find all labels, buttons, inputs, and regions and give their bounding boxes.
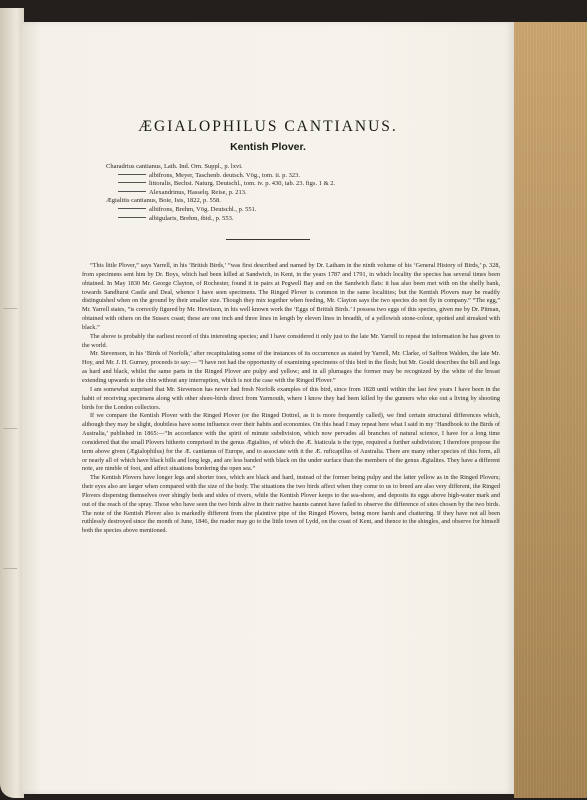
paragraph: The above is probably the earliest record of this interesting species; and I have considered it only just to the late Mr. Yarrell to repeat the information he has given to the world. <box>82 332 500 349</box>
previous-page-edge <box>0 8 24 798</box>
section-divider <box>226 239 310 240</box>
synonymy-list <box>106 163 486 223</box>
book-fore-edge <box>514 22 587 798</box>
paragraph: The Kentish Plovers have longer legs and shorter toes, which are black and hard, instead of the former being pulpy and the latter yellow as in the Ringed Plovers; their eyes also are larger when compared with the size of the body. The situations the two birds affect when they come to us to breed are also very different, the Ringed Plovers dispersing themselves over shingly beds and sides of rivers, while the Kentish Plover keeps to the sea-shore, and deposits its eggs above high-water mark and out of the reach of the spray. Those who have seen the two birds alive in their native haunts cannot have failed to observe the difference of sites chosen by the two birds. The note of the Kentish Plover also is markedly different from the plaintive pipe of the Ringed Plovers, being more harsh and chattering. If they have not all been ruthlessly destroyed since the month of June, 1846, the reader may go to the little town of Lydd, on the coast of Kent, and thence to the shingles, and observe for himself both the species above mentioned. <box>82 474 500 535</box>
common-name: Kentish Plover. <box>230 141 306 153</box>
paragraph: “This little Plover,” says Yarrell, in his ‘British Birds,’ “was first described and named by Dr. Latham in the ninth volume of his ‘General History of Birds,’ p. 328, from specimens sent him by Dr. Boys, which had been killed at Sandwich, in Kent, in the years 1787 and 1791, in which locality the species has several times been obtained. In May 1830 Mr. George Clayton, of Rochester, found it in pairs at Pegwell Bay and on the Sandwich flats: it has also been met with on the shelly bank, towards Sandhurst Castle and Deal, whence I have seen specimens. The Ringed Plover is common in the same localities; but the Kentish Plovers may be readily distinguished when on the ground by their smaller size. Though they mix together when feeding, Mr. Clayton says the two species do not fly in company.” “The egg,” Mr. Yarrell states, “is correctly figured by Mr. Hewitson, in his well known work the ‘Eggs of British Birds.’ I possess two eggs of this species, given me by Dr. Pitman, obtained with others on the Sussex coast; these are one inch and three lines in length by eleven lines in breadth, of a yellowish stone-colour, spotted and streaked with black.” <box>82 262 500 331</box>
body-text <box>82 262 500 536</box>
synonym-entry: Charadrius cantianus, Lath. Ind. Orn. Suppl., p. lxvi. <box>106 163 243 170</box>
paragraph: Mr. Stevenson, in his ‘Birds of Norfolk,’ after recapitulating some of the instances of its occurrence as stated by Yarrell, Mr. Clarke, of Saffron Walden, the late Mr. Hoy, and Mr. J. H. Gurney, proceeds to say:— “I have not had the opportunity of examining specimens of this bird in the flesh; but Mr. Gould describes the bill and legs as hard and black, whilst the same parts in the Ringed Plover are pulpy and yellow; and in all plumages the former may be recognized by the white of the breast extending upwards to the chin without any interruption, which is not the case with the Ringed Plover.” <box>82 350 500 384</box>
synonym-entry: albifrons, Brehm, Vög. Deutschl., p. 551. <box>106 206 486 215</box>
synonym-entry: Alexandrinus, Hasselq. Reise, p. 213. <box>106 189 486 198</box>
paragraph: I am somewhat surprised that Mr. Stevenson has never had fresh Norfolk examples of this bird, since from 1828 until within the last few years I have been in the habit of receiving specimens along with other shore-birds direct from Yarmouth, where I know they had been killed by the gunners who eke out a living by shooting birds for the London collectors. <box>82 385 500 411</box>
paragraph: If we compare the Kentish Plover with the Ringed Plover (or the Ringed Dottrel, as it is more frequently called), we find certain structural differences which, although they may be slight, doubtless have some influence over their habits and economies. On this head I may repeat here what I said in my ‘Handbook to the Birds of Australia,’ published in 1865:—“In accordance with the spirit of minute subdivision, which now pervades all branches of natural science, I have for a long time considered that the small Plovers hitherto comprised in the genus Ægialites, of which the Æ. hiaticula is the type, required a further subdivision; I therefore propose the term above given (Ægialophilus) for the Æ. cantianus of Europe, and to associate with it the Æ. ruficapillus of Australia. There are many other species of this form, all or nearly all of which have black bills and long legs, and are less banded with black on the under surface than the members of the genus Ægialites. They have a different note, are nimble of foot, and affect situations bordering the open sea.” <box>82 412 500 473</box>
synonym-entry: Ægialitis cantianus, Boie, Isis, 1822, p. 558. <box>106 197 221 205</box>
species-title: ÆGIALOPHILUS CANTIANUS. <box>138 118 398 135</box>
synonym-entry: albigularis, Brehm, ibid., p. 553. <box>106 215 486 224</box>
synonym-entry: albifrons, Meyer, Taschenb. deutsch. Vög., tom. ii. p. 323. <box>106 172 486 181</box>
page-edge-mark <box>3 428 17 429</box>
page-edge-mark <box>3 308 17 309</box>
synonym-entry: littoralis, Bechst. Naturg. Deutschl., tom. iv. p. 430, tab. 23. figs. 1 & 2. <box>106 180 486 189</box>
page-edge-mark <box>3 568 17 569</box>
